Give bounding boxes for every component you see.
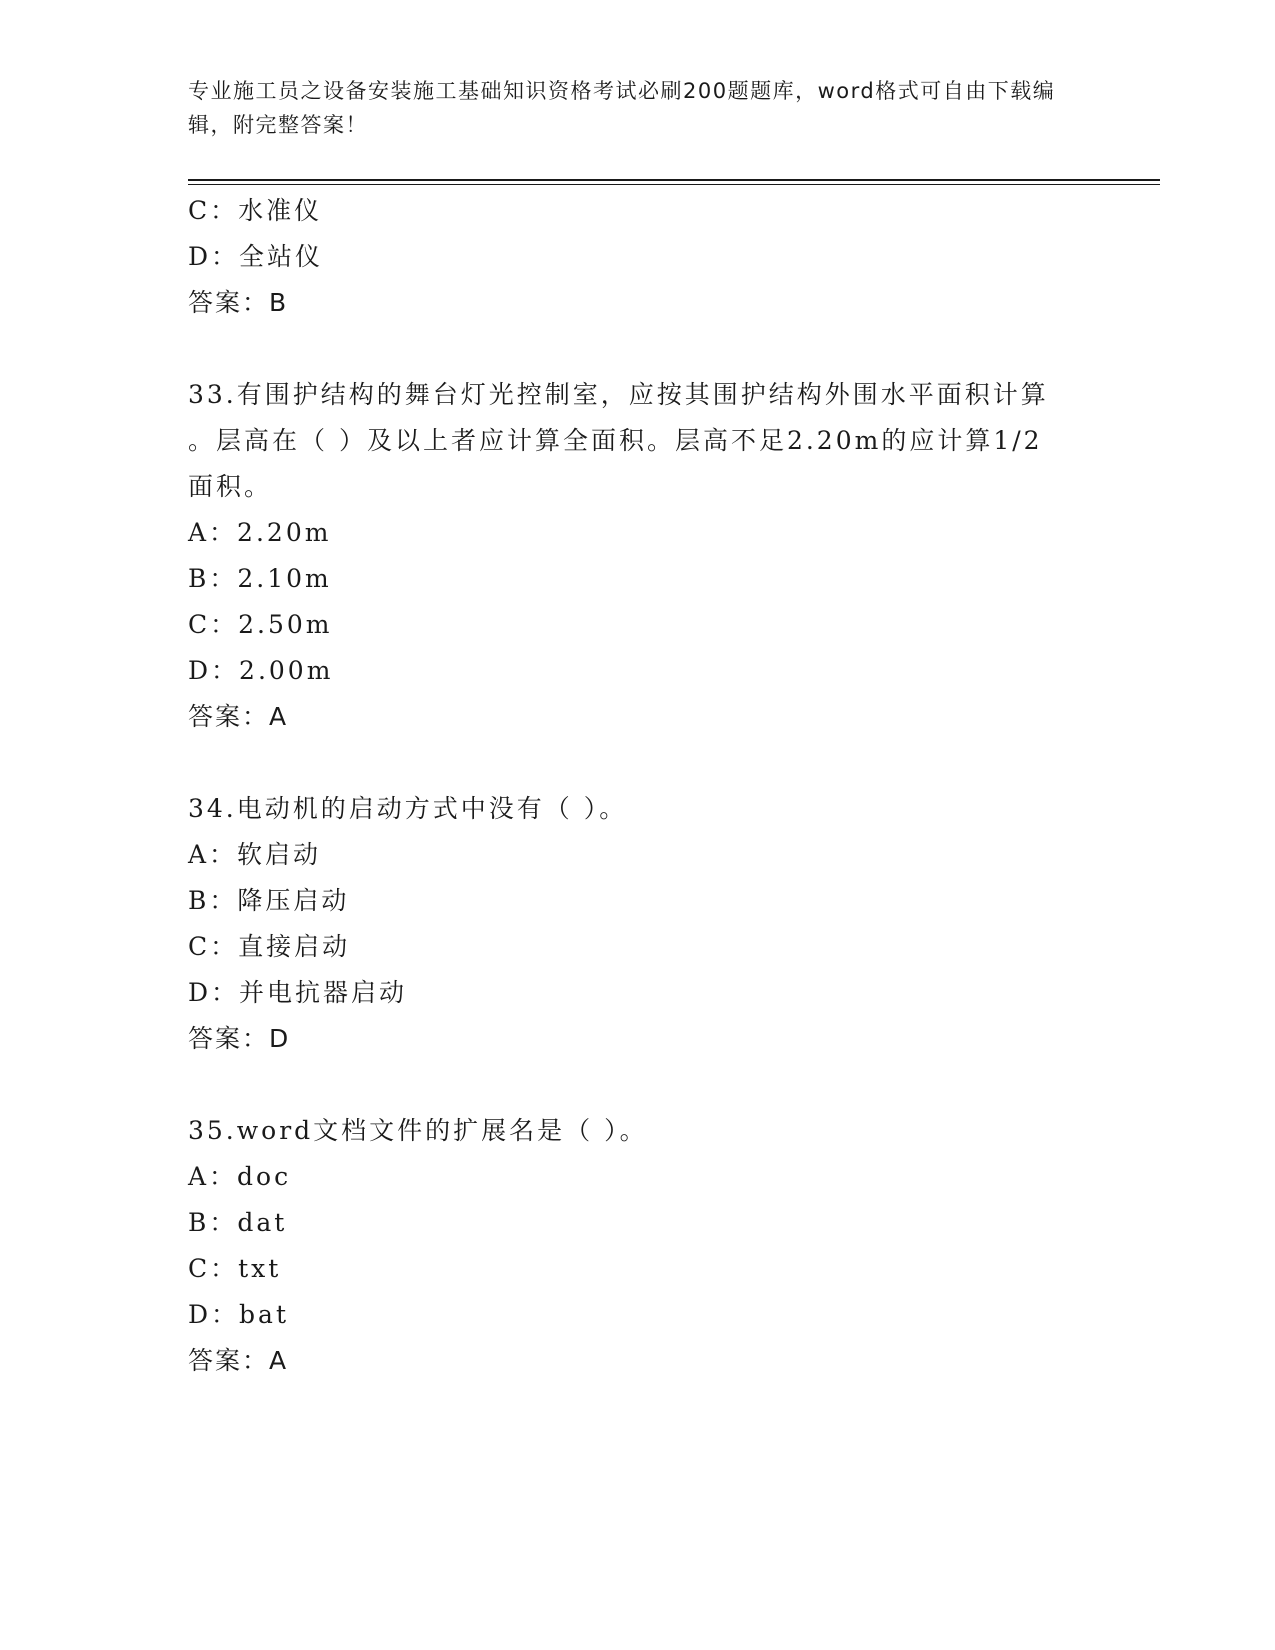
- question-text-line: 33.有围护结构的舞台灯光控制室，应按其围护结构外围水平面积计算: [188, 380, 1049, 409]
- option-line: D：2.00m: [188, 656, 334, 685]
- option-line: B：dat: [188, 1208, 288, 1237]
- option-line: D：并电抗器启动: [188, 978, 408, 1007]
- question-text-line: 34.电动机的启动方式中没有（ ）。: [188, 794, 628, 823]
- option-line: B：降压启动: [188, 886, 350, 915]
- answer-line: 答案：A: [188, 1346, 289, 1375]
- option-line: C：txt: [188, 1254, 282, 1283]
- option-line: A：2.20m: [188, 518, 332, 547]
- answer-line: 答案：A: [188, 702, 289, 731]
- header-title: 专业施工员之设备安装施工基础知识资格考试必刷200题题库，word格式可自由下载编辑，附完整答案！: [188, 79, 1056, 137]
- option-line: D：bat: [188, 1300, 289, 1329]
- option-line: B：2.10m: [188, 564, 332, 593]
- header-rule-thin: [188, 184, 1160, 185]
- question-text-line: 面积。: [188, 472, 273, 501]
- question-text-line: 35.word文档文件的扩展名是（ ）。: [188, 1116, 648, 1145]
- option-line: A：软启动: [188, 840, 322, 869]
- option-line: D：全站仪: [188, 242, 324, 271]
- answer-line: 答案：D: [188, 1024, 291, 1053]
- question-text-line: 。层高在（ ）及以上者应计算全面积。层高不足2.20m的应计算1/2: [188, 426, 1043, 455]
- option-line: C：水准仪: [188, 196, 323, 225]
- option-line: A：doc: [188, 1162, 292, 1191]
- document-header: [188, 74, 1068, 142]
- answer-line: 答案：B: [188, 288, 289, 317]
- option-line: C：2.50m: [188, 610, 333, 639]
- document-body: [188, 188, 1088, 1384]
- header-rule-thick: [188, 179, 1160, 181]
- option-line: C：直接启动: [188, 932, 351, 961]
